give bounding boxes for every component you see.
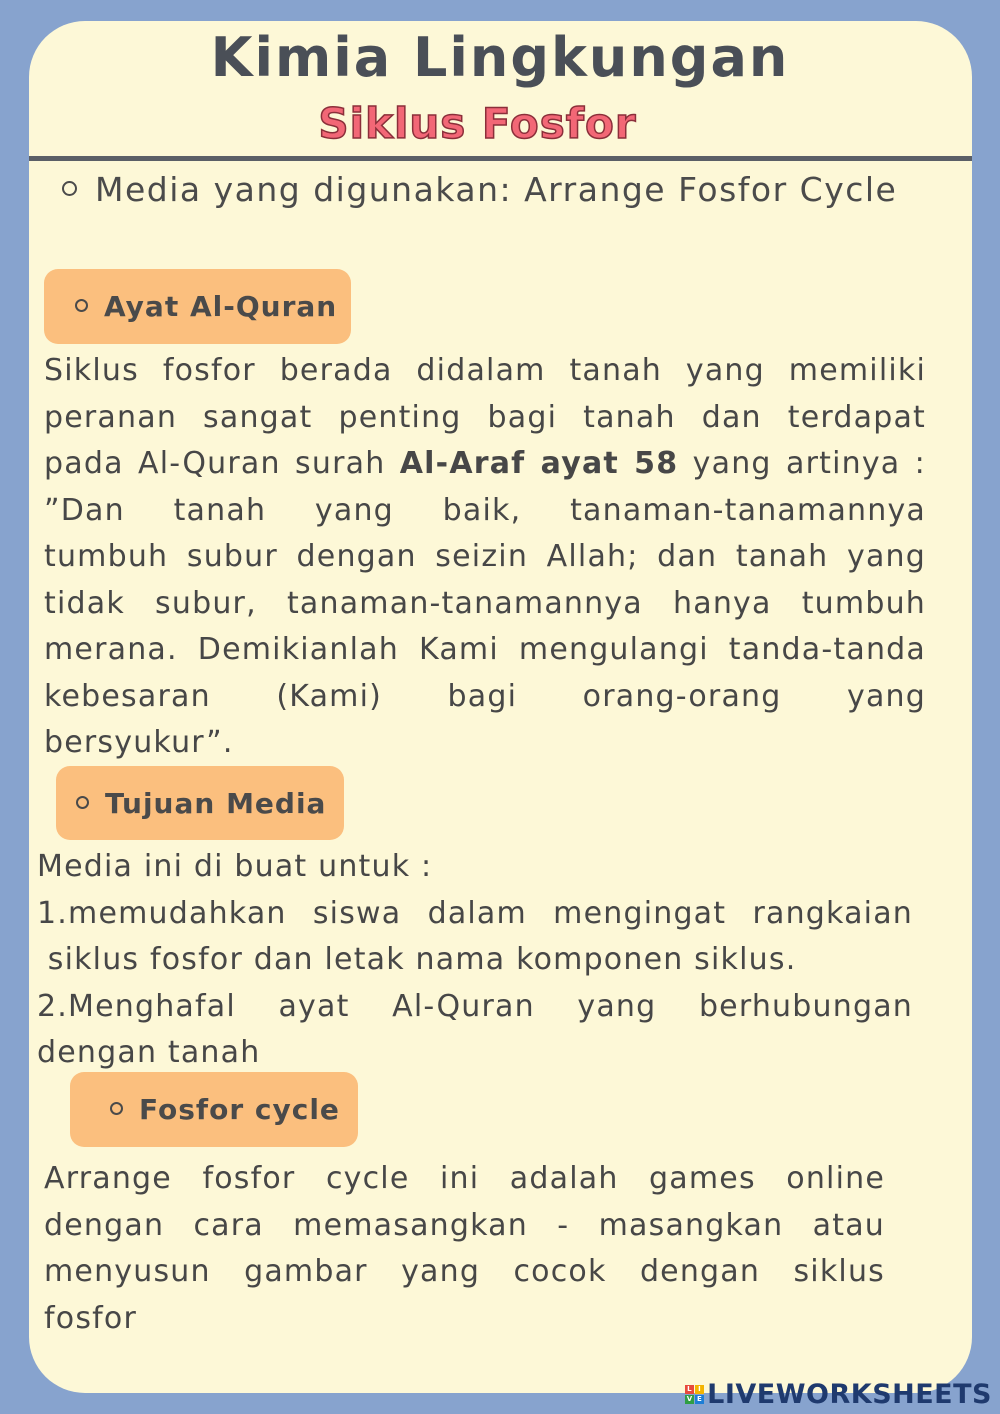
paragraph-line: dengan tanah (37, 1035, 261, 1070)
text-run: pada Al-Quran surah (44, 446, 400, 481)
paragraph-line: dengan cara memasangkan - masangkan atau (44, 1207, 885, 1243)
paragraph-line: tumbuh subur dengan seizin Allah; dan tanah yang (44, 539, 926, 574)
media-used-text: Media yang digunakan: Arrange Fosfor Cycle (95, 170, 898, 209)
logo-letter: I (695, 1385, 704, 1394)
circle-bullet-icon (75, 299, 88, 312)
paragraph-line: Siklus fosfor berada didalam tanah yang memiliki (44, 353, 926, 388)
paragraph-line: fosfor (44, 1300, 137, 1336)
surah-reference: Al-Araf ayat 58 (399, 446, 679, 481)
ayat-paragraph (44, 348, 926, 767)
paragraph-line: siklus fosfor dan letak nama komponen siklus. (37, 942, 797, 977)
page-subtitle: Siklus Fosfor (318, 99, 637, 148)
media-used-line (62, 170, 897, 209)
liveworksheets-watermark (685, 1379, 992, 1410)
liveworksheets-logo-icon (685, 1385, 704, 1404)
section-heading-ayat (44, 269, 351, 344)
paragraph-line: 1.memudahkan siswa dalam mengingat rangkaian (37, 895, 913, 931)
circle-bullet-icon (62, 181, 77, 196)
text-run: yang artinya : (678, 446, 926, 481)
paragraph-line: merana. Demikianlah Kami mengulangi tanda-tanda (44, 632, 926, 667)
paragraph-line: bersyukur”. (44, 725, 234, 760)
tujuan-paragraph (37, 844, 913, 1077)
header-divider (29, 156, 972, 161)
watermark-text: LIVEWORKSHEETS (707, 1379, 992, 1410)
fosfor-paragraph (44, 1156, 885, 1342)
paragraph-line: Arrange fosfor cycle ini adalah games online (44, 1161, 885, 1196)
section-heading-label: Fosfor cycle (139, 1093, 340, 1126)
paragraph-line (44, 441, 926, 488)
section-heading-fosfor (70, 1072, 358, 1147)
paragraph-line: kebesaran (Kami) bagi orang-orang yang (44, 678, 926, 714)
section-heading-label: Tujuan Media (105, 786, 327, 820)
section-heading-tujuan (56, 766, 344, 840)
logo-letter: E (697, 1395, 703, 1403)
logo-letter: L (685, 1385, 694, 1394)
paragraph-line: ”Dan tanah yang baik, tanaman-tanamannya (44, 492, 926, 528)
page-title: Kimia Lingkungan (210, 26, 790, 89)
circle-bullet-icon (76, 796, 89, 809)
paragraph-line: tidak subur, tanaman-tanamannya hanya tumbuh (44, 585, 926, 621)
paragraph-line: menyusun gambar yang cocok dengan siklus (44, 1254, 885, 1289)
logo-letter: V (686, 1395, 693, 1403)
paragraph-line: peranan sangat penting bagi tanah dan terdapat (44, 399, 926, 435)
section-heading-label: Ayat Al-Quran (104, 290, 338, 323)
paragraph-line: 2.Menghafal ayat Al-Quran yang berhubungan (37, 988, 913, 1024)
paragraph-line: Media ini di buat untuk : (37, 849, 433, 884)
circle-bullet-icon (110, 1102, 123, 1115)
